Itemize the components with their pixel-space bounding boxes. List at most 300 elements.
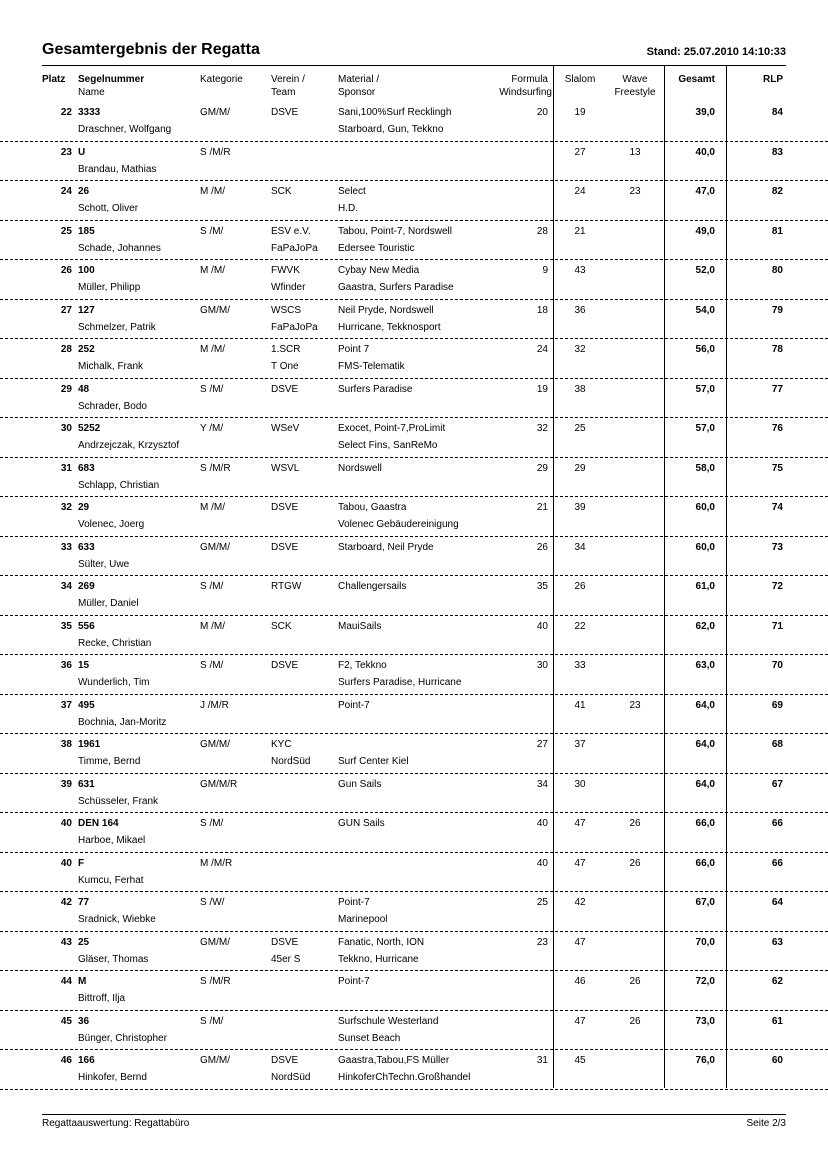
- segelnummer-cell: 633: [78, 541, 95, 553]
- name-cell: Bochnia, Jan-Moritz: [78, 716, 167, 728]
- platz-cell: 32: [60, 502, 72, 513]
- name-cell: Andrzejczak, Krzysztof: [78, 440, 180, 451]
- name-cell: Sradnick, Wiebke: [78, 914, 156, 925]
- header-rlp: RLP: [763, 74, 783, 85]
- material-cell: Point 7: [338, 344, 370, 355]
- gesamt-cell: 66,0: [695, 818, 715, 829]
- sponsor-cell: HinkoferChTechn.Großhandel: [338, 1072, 471, 1083]
- slalom-cell: 37: [574, 739, 586, 750]
- material-cell: Surfers Paradise: [338, 383, 413, 395]
- header-sponsor: Sponsor: [338, 87, 376, 98]
- kategorie-cell: S /M/: [200, 225, 224, 237]
- kategorie-cell: GM/M/: [200, 107, 230, 118]
- slalom-cell: 39: [574, 502, 586, 513]
- verein-cell: DSVE: [271, 936, 299, 948]
- gesamt-cell: 64,0: [695, 739, 715, 750]
- rlp-cell: 76: [771, 423, 783, 434]
- gesamt-cell: 63,0: [695, 660, 715, 671]
- table-row: [0, 932, 828, 972]
- rlp-cell: 77: [771, 383, 783, 395]
- name-cell: Schmelzer, Patrik: [78, 321, 156, 333]
- platz-cell: 34: [60, 581, 72, 592]
- formula-cell: 21: [536, 502, 548, 513]
- rlp-cell: 74: [771, 502, 783, 513]
- formula-cell: 19: [536, 383, 548, 395]
- rlp-cell: 79: [771, 304, 783, 316]
- gesamt-cell: 60,0: [695, 502, 715, 513]
- segelnummer-cell: 166: [78, 1055, 95, 1066]
- material-cell: Gaastra,Tabou,FS Müller: [338, 1055, 450, 1066]
- rlp-cell: 63: [771, 936, 783, 948]
- segelnummer-cell: 77: [78, 897, 90, 908]
- gesamt-cell: 54,0: [695, 304, 715, 316]
- material-cell: Point-7: [338, 976, 370, 987]
- segelnummer-cell: 683: [78, 462, 95, 474]
- rlp-cell: 73: [771, 541, 783, 553]
- material-cell: Neil Pryde, Nordswell: [338, 304, 434, 316]
- name-cell: Sülter, Uwe: [78, 558, 130, 570]
- sponsor-cell: H.D.: [338, 203, 358, 214]
- material-cell: Starboard, Neil Pryde: [338, 541, 434, 553]
- rlp-cell: 75: [771, 462, 783, 474]
- table-row: [0, 260, 828, 300]
- slalom-cell: 47: [574, 857, 586, 869]
- material-cell: Point-7: [338, 699, 370, 711]
- gesamt-cell: 73,0: [695, 1015, 715, 1027]
- header-formula: Formula: [511, 74, 548, 85]
- name-cell: Recke, Christian: [78, 637, 152, 649]
- platz-cell: 43: [60, 936, 72, 948]
- gesamt-cell: 62,0: [695, 620, 715, 632]
- formula-cell: 18: [536, 304, 548, 316]
- platz-cell: 38: [60, 739, 72, 750]
- name-cell: Müller, Daniel: [78, 598, 139, 609]
- slalom-cell: 45: [574, 1055, 586, 1066]
- name-cell: Brandau, Mathias: [78, 163, 157, 175]
- rlp-cell: 84: [771, 107, 783, 118]
- kategorie-cell: S /M/: [200, 660, 224, 671]
- verein-cell: SCK: [271, 186, 292, 197]
- kategorie-cell: GM/M/: [200, 1055, 230, 1066]
- team-cell: 45er S: [271, 953, 301, 965]
- platz-cell: 30: [60, 423, 72, 434]
- gesamt-cell: 40,0: [695, 146, 715, 158]
- team-cell: NordSüd: [271, 756, 311, 767]
- table-row: [0, 181, 828, 221]
- wave-cell: 23: [629, 699, 641, 711]
- segelnummer-cell: 15: [78, 660, 90, 671]
- slalom-cell: 46: [574, 976, 586, 987]
- verein-cell: DSVE: [271, 383, 299, 395]
- kategorie-cell: S /M/R: [200, 976, 231, 987]
- footer-page-number: Seite 2/3: [746, 1118, 786, 1129]
- wave-cell: 26: [629, 857, 641, 869]
- name-cell: Harboe, Mikael: [78, 835, 146, 846]
- platz-cell: 29: [60, 383, 72, 395]
- platz-cell: 35: [60, 620, 72, 632]
- kategorie-cell: S /M/: [200, 818, 224, 829]
- table-row: [0, 418, 828, 458]
- kategorie-cell: Y /M/: [200, 423, 224, 434]
- segelnummer-cell: 100: [78, 265, 95, 276]
- segelnummer-cell: 25: [78, 936, 90, 948]
- sponsor-cell: Volenec Gebäudereinigung: [338, 519, 459, 530]
- segelnummer-cell: 29: [78, 502, 90, 513]
- wave-cell: 13: [629, 146, 641, 158]
- table-row: [0, 695, 828, 735]
- gesamt-cell: 61,0: [695, 581, 715, 592]
- rlp-cell: 62: [771, 976, 783, 987]
- kategorie-cell: S /W/: [200, 897, 225, 908]
- platz-cell: 36: [60, 660, 72, 671]
- name-cell: Hinkofer, Bernd: [78, 1072, 147, 1083]
- material-cell: Challengersails: [338, 581, 407, 592]
- header-material: Material /: [338, 74, 380, 85]
- table-row: [0, 892, 828, 932]
- formula-cell: 20: [536, 107, 548, 118]
- slalom-cell: 43: [574, 265, 586, 276]
- platz-cell: 44: [60, 976, 72, 987]
- formula-cell: 35: [536, 581, 548, 592]
- formula-cell: 32: [536, 423, 548, 434]
- segelnummer-cell: 1961: [78, 739, 101, 750]
- table-row: [0, 616, 828, 656]
- slalom-cell: 21: [574, 225, 586, 237]
- table-row: [0, 576, 828, 616]
- segelnummer-cell: 127: [78, 304, 95, 316]
- table-row: [0, 379, 828, 419]
- formula-cell: 24: [536, 344, 548, 355]
- formula-cell: 23: [536, 936, 548, 948]
- formula-cell: 25: [536, 897, 548, 908]
- team-cell: FaPaJoPa: [271, 321, 318, 333]
- rlp-cell: 83: [771, 146, 783, 158]
- header-wave: Wave: [622, 74, 648, 85]
- segelnummer-cell: 26: [78, 186, 90, 197]
- kategorie-cell: GM/M/R: [200, 778, 238, 790]
- platz-cell: 25: [60, 225, 72, 237]
- wave-cell: 26: [629, 818, 641, 829]
- formula-cell: 26: [536, 541, 548, 553]
- material-cell: Fanatic, North, ION: [338, 936, 425, 948]
- header-kategorie: Kategorie: [200, 74, 243, 85]
- kategorie-cell: S /M/R: [200, 462, 231, 474]
- slalom-cell: 22: [574, 620, 586, 632]
- results-table: [0, 102, 828, 1090]
- table-row: [0, 300, 828, 340]
- header-freestyle: Freestyle: [614, 87, 656, 98]
- kategorie-cell: GM/M/: [200, 936, 230, 948]
- formula-cell: 27: [536, 739, 548, 750]
- sponsor-cell: Edersee Touristic: [338, 242, 415, 254]
- kategorie-cell: GM/M/: [200, 304, 230, 316]
- table-row: [0, 1011, 828, 1051]
- slalom-cell: 38: [574, 383, 586, 395]
- rlp-cell: 71: [771, 620, 783, 632]
- name-cell: Bittroff, Ilja: [78, 993, 126, 1004]
- slalom-cell: 41: [574, 699, 586, 711]
- table-row: [0, 853, 828, 893]
- gesamt-cell: 47,0: [695, 186, 715, 197]
- verein-cell: FWVK: [271, 265, 300, 276]
- formula-cell: 9: [542, 265, 548, 276]
- verein-cell: RTGW: [271, 581, 302, 592]
- verein-cell: DSVE: [271, 541, 299, 553]
- formula-cell: 29: [536, 462, 548, 474]
- table-row: [0, 458, 828, 498]
- kategorie-cell: S /M/: [200, 581, 224, 592]
- slalom-cell: 19: [574, 107, 586, 118]
- page-title: Gesamtergebnis der Regatta: [42, 41, 260, 58]
- slalom-cell: 32: [574, 344, 586, 355]
- gesamt-cell: 39,0: [695, 107, 715, 118]
- formula-cell: 30: [536, 660, 548, 671]
- platz-cell: 42: [60, 897, 72, 908]
- team-cell: T One: [271, 361, 299, 372]
- rlp-cell: 68: [771, 739, 783, 750]
- table-row: [0, 142, 828, 182]
- segelnummer-cell: 631: [78, 778, 95, 790]
- material-cell: MauiSails: [338, 620, 382, 632]
- sponsor-cell: FMS-Telematik: [338, 361, 405, 372]
- kategorie-cell: S /M/: [200, 383, 224, 395]
- sponsor-cell: Select Fins, SanReMo: [338, 440, 438, 451]
- kategorie-cell: J /M/R: [200, 699, 229, 711]
- segelnummer-cell: 48: [78, 383, 90, 395]
- name-cell: Gläser, Thomas: [78, 953, 149, 965]
- wave-cell: 26: [629, 1015, 641, 1027]
- name-cell: Kumcu, Ferhat: [78, 874, 144, 886]
- verein-cell: WSVL: [271, 462, 300, 474]
- gesamt-cell: 76,0: [695, 1055, 715, 1066]
- name-cell: Draschner, Wolfgang: [78, 124, 172, 135]
- slalom-cell: 33: [574, 660, 586, 671]
- sponsor-cell: Tekkno, Hurricane: [338, 953, 419, 965]
- slalom-cell: 42: [574, 897, 586, 908]
- platz-cell: 23: [60, 146, 72, 158]
- name-cell: Müller, Philipp: [78, 282, 141, 293]
- rlp-cell: 60: [771, 1055, 783, 1066]
- slalom-cell: 30: [574, 778, 586, 790]
- material-cell: Nordswell: [338, 462, 382, 474]
- segelnummer-cell: 495: [78, 699, 95, 711]
- gesamt-cell: 66,0: [695, 857, 715, 869]
- verein-cell: DSVE: [271, 660, 299, 671]
- gesamt-cell: 52,0: [695, 265, 715, 276]
- platz-cell: 33: [60, 541, 72, 553]
- verein-cell: DSVE: [271, 1055, 299, 1066]
- gesamt-cell: 72,0: [695, 976, 715, 987]
- name-cell: Volenec, Joerg: [78, 519, 145, 530]
- table-row: [0, 537, 828, 577]
- rlp-cell: 66: [771, 818, 783, 829]
- verein-cell: DSVE: [271, 107, 299, 118]
- team-cell: Wfinder: [271, 282, 306, 293]
- name-cell: Wunderlich, Tim: [78, 677, 150, 688]
- sponsor-cell: Surf Center Kiel: [338, 756, 409, 767]
- verein-cell: SCK: [271, 620, 292, 632]
- platz-cell: 26: [60, 265, 72, 276]
- name-cell: Schade, Johannes: [78, 242, 161, 254]
- team-cell: NordSüd: [271, 1072, 311, 1083]
- sponsor-cell: Starboard, Gun, Tekkno: [338, 124, 444, 135]
- platz-cell: 27: [60, 304, 72, 316]
- table-row: [0, 497, 828, 537]
- footer-left: Regattaauswertung: Regattabüro: [42, 1118, 190, 1129]
- platz-cell: 40: [60, 857, 72, 869]
- table-row: [0, 734, 828, 774]
- wave-cell: 26: [629, 976, 641, 987]
- verein-cell: DSVE: [271, 502, 299, 513]
- segelnummer-cell: M: [78, 976, 87, 987]
- name-cell: Schrader, Bodo: [78, 400, 147, 412]
- kategorie-cell: GM/M/: [200, 541, 230, 553]
- rlp-cell: 80: [771, 265, 783, 276]
- sponsor-cell: Gaastra, Surfers Paradise: [338, 282, 454, 293]
- formula-cell: 31: [536, 1055, 548, 1066]
- sponsor-cell: Marinepool: [338, 914, 388, 925]
- rlp-cell: 64: [771, 897, 783, 908]
- slalom-cell: 47: [574, 1015, 586, 1027]
- gesamt-cell: 70,0: [695, 936, 715, 948]
- table-row: [0, 813, 828, 853]
- material-cell: Exocet, Point-7,ProLimit: [338, 423, 446, 434]
- rlp-cell: 69: [771, 699, 783, 711]
- kategorie-cell: S /M/R: [200, 146, 231, 158]
- rlp-cell: 70: [771, 660, 783, 671]
- kategorie-cell: GM/M/: [200, 739, 230, 750]
- kategorie-cell: M /M/: [200, 186, 225, 197]
- rlp-cell: 61: [771, 1015, 783, 1027]
- rlp-cell: 82: [771, 186, 783, 197]
- table-row: [0, 221, 828, 261]
- verein-cell: 1.SCR: [271, 344, 301, 355]
- kategorie-cell: M /M/: [200, 620, 225, 632]
- sponsor-cell: Surfers Paradise, Hurricane: [338, 677, 462, 688]
- header-name: Name: [78, 87, 105, 98]
- rlp-cell: 72: [771, 581, 783, 592]
- gesamt-cell: 67,0: [695, 897, 715, 908]
- segelnummer-cell: F: [78, 857, 85, 869]
- formula-cell: 40: [536, 818, 548, 829]
- rlp-cell: 78: [771, 344, 783, 355]
- material-cell: Sani,100%Surf Recklingh: [338, 107, 452, 118]
- slalom-cell: 27: [574, 146, 586, 158]
- gesamt-cell: 64,0: [695, 778, 715, 790]
- gesamt-cell: 60,0: [695, 541, 715, 553]
- table-row: [0, 774, 828, 814]
- platz-cell: 40: [60, 818, 72, 829]
- name-cell: Schott, Oliver: [78, 203, 139, 214]
- gesamt-cell: 56,0: [695, 344, 715, 355]
- gesamt-cell: 49,0: [695, 225, 715, 237]
- header-segelnummer: Segelnummer: [78, 74, 145, 85]
- slalom-cell: 34: [574, 541, 586, 553]
- rlp-cell: 81: [771, 225, 783, 237]
- verein-cell: WSeV: [271, 423, 300, 434]
- header-windsurfing: Windsurfing: [499, 87, 552, 98]
- formula-cell: 40: [536, 620, 548, 632]
- slalom-cell: 47: [574, 818, 586, 829]
- segelnummer-cell: 36: [78, 1015, 90, 1027]
- stand-timestamp: Stand: 25.07.2010 14:10:33: [646, 46, 786, 58]
- material-cell: Cybay New Media: [338, 265, 420, 276]
- formula-cell: 28: [536, 225, 548, 237]
- slalom-cell: 25: [574, 423, 586, 434]
- slalom-cell: 24: [574, 186, 586, 197]
- verein-cell: ESV e.V.: [271, 225, 311, 237]
- name-cell: Michalk, Frank: [78, 361, 144, 372]
- material-cell: F2, Tekkno: [338, 660, 387, 671]
- kategorie-cell: M /M/: [200, 502, 225, 513]
- name-cell: Bünger, Christopher: [78, 1032, 167, 1044]
- material-cell: Tabou, Gaastra: [338, 502, 407, 513]
- platz-cell: 39: [60, 778, 72, 790]
- sponsor-cell: Hurricane, Tekknosport: [338, 321, 441, 333]
- material-cell: Tabou, Point-7, Nordswell: [338, 225, 452, 237]
- name-cell: Schlapp, Christian: [78, 479, 160, 491]
- platz-cell: 45: [60, 1015, 72, 1027]
- kategorie-cell: M /M/: [200, 344, 225, 355]
- platz-cell: 28: [60, 344, 72, 355]
- material-cell: Select: [338, 186, 366, 197]
- segelnummer-cell: U: [78, 146, 86, 158]
- platz-cell: 37: [60, 699, 72, 711]
- name-cell: Schüsseler, Frank: [78, 795, 159, 807]
- header-divider: [42, 65, 786, 66]
- slalom-cell: 29: [574, 462, 586, 474]
- segelnummer-cell: 3333: [78, 107, 101, 118]
- header-verein: Verein /: [271, 74, 305, 85]
- table-row: [0, 102, 828, 142]
- header-team: Team: [271, 87, 296, 98]
- material-cell: Surfschule Westerland: [338, 1015, 439, 1027]
- material-cell: Point-7: [338, 897, 370, 908]
- table-row: [0, 971, 828, 1011]
- segelnummer-cell: 269: [78, 581, 95, 592]
- verein-cell: KYC: [271, 739, 292, 750]
- team-cell: FaPaJoPa: [271, 242, 318, 254]
- segelnummer-cell: DEN 164: [78, 818, 119, 829]
- kategorie-cell: M /M/R: [200, 857, 233, 869]
- slalom-cell: 36: [574, 304, 586, 316]
- gesamt-cell: 57,0: [695, 383, 715, 395]
- formula-cell: 34: [536, 778, 548, 790]
- table-row: [0, 339, 828, 379]
- table-row: [0, 1050, 828, 1090]
- wave-cell: 23: [629, 186, 641, 197]
- header-slalom: Slalom: [564, 74, 596, 85]
- slalom-cell: 26: [574, 581, 586, 592]
- gesamt-cell: 57,0: [695, 423, 715, 434]
- table-row: [0, 655, 828, 695]
- gesamt-cell: 58,0: [695, 462, 715, 474]
- segelnummer-cell: 185: [78, 225, 95, 237]
- kategorie-cell: S /M/: [200, 1015, 224, 1027]
- header-gesamt: Gesamt: [678, 74, 715, 85]
- platz-cell: 22: [60, 107, 72, 118]
- formula-cell: 40: [536, 857, 548, 869]
- rlp-cell: 67: [771, 778, 783, 790]
- rlp-cell: 66: [771, 857, 783, 869]
- verein-cell: WSCS: [271, 304, 301, 316]
- slalom-cell: 47: [574, 936, 586, 948]
- header-platz: Platz: [42, 74, 66, 85]
- platz-cell: 24: [60, 186, 72, 197]
- sponsor-cell: Sunset Beach: [338, 1032, 401, 1044]
- kategorie-cell: M /M/: [200, 265, 225, 276]
- material-cell: Gun Sails: [338, 778, 382, 790]
